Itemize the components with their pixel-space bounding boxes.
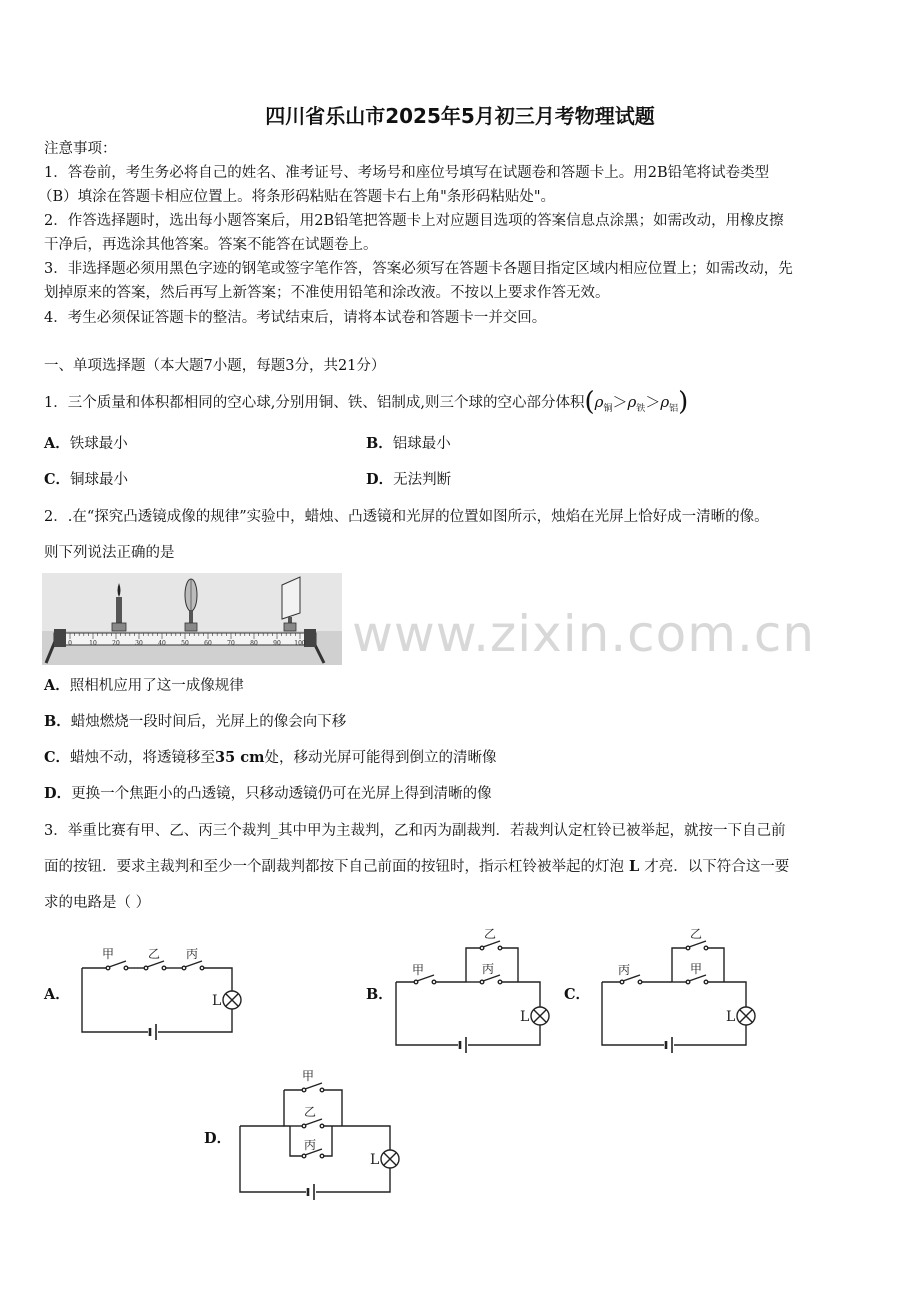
optical-bench-figure (42, 573, 342, 665)
q1-option-c[interactable]: C．铜球最小 (44, 471, 129, 488)
q3-stem-line3: 求的电路是（ ） (44, 895, 151, 911)
switch-jia (302, 1083, 324, 1092)
switch-jia (106, 961, 128, 970)
switch-label: 甲 (102, 947, 115, 961)
switch-label: 乙 (304, 1105, 317, 1119)
convex-lens (185, 579, 197, 631)
switch-label: 甲 (690, 962, 703, 976)
battery (150, 1024, 156, 1040)
q3-stem-line2: 面的按钮．要求主裁判和至少一个副裁判都按下自己前面的按钮时，指示杠铃被举起的灯泡 L 才亮．以下符合这一要 (44, 858, 790, 875)
ruler-label: 90 (273, 640, 281, 647)
switch-yi (480, 941, 502, 950)
switch-label: 乙 (484, 927, 497, 941)
q3-option-c-label[interactable]: C． (564, 986, 591, 1003)
switch-yi (302, 1119, 324, 1128)
ruler-label: 40 (158, 640, 166, 647)
circuit-d (236, 1066, 406, 1201)
ruler-label: 70 (227, 640, 235, 647)
ruler-label: 50 (181, 640, 189, 647)
notice-line: 划掉原来的答案，然后再写上新答案；不准使用铅笔和涂改液。不按以上要求作答无效。 (44, 285, 610, 301)
switch-label: 丙 (482, 962, 495, 976)
lamp-label: L (726, 1009, 736, 1025)
lamp (381, 1150, 399, 1168)
q1-option-a[interactable]: A．铁球最小 (44, 435, 128, 452)
section-heading: 一、单项选择题（本大题7小题，每题3分，共21分） (44, 358, 386, 374)
ruler-label: 30 (135, 640, 143, 647)
ruler-label: 0 (68, 640, 72, 647)
switch-jia (686, 975, 708, 984)
q3-stem-line1: 3．举重比赛有甲、乙、丙三个裁判_其中甲为主裁判，乙和丙为副裁判．若裁判认定杠铃已被举起，就按一下自己前 (44, 823, 786, 839)
q1-stem (44, 387, 689, 419)
switch-bing (480, 975, 502, 984)
q3-option-a-label[interactable]: A． (44, 986, 70, 1003)
notice-line: 2．作答选择题时，选出每小题答案后，用2B铅笔把答题卡上对应题目选项的答案信息点涂黑；如需改动，用橡皮擦 (44, 213, 784, 229)
page-title: 四川省乐山市2025年5月初三月考物理试题 (265, 104, 655, 128)
q2-option-b[interactable]: B．蜡烛燃烧一段时间后，光屏上的像会向下移 (44, 713, 347, 730)
ruler-label: 100 (294, 640, 306, 647)
lamp-label: L (520, 1009, 530, 1025)
circuit-c (598, 920, 763, 1055)
q2-option-c[interactable]: C．蜡烛不动，将透镜移至35 cm处，移动光屏可能得到倒立的清晰像 (44, 749, 497, 766)
ruler-label: 10 (89, 640, 97, 647)
q1-option-b[interactable]: B．铝球最小 (366, 435, 451, 452)
battery (460, 1037, 466, 1053)
ruler-label: 60 (204, 640, 212, 647)
switch-label: 甲 (302, 1069, 315, 1083)
notice-line: 4．考生必须保证答题卡的整洁。考试结束后，请将本试卷和答题卡一并交回。 (44, 310, 547, 326)
notice-line: 1．答卷前，考生务必将自己的姓名、准考证号、考场号和座位号填写在试题卷和答题卡上。用2B铅笔将试卷类型 (44, 165, 770, 181)
ruler-label: 80 (250, 640, 258, 647)
lamp (223, 991, 241, 1009)
notice-line: （B）填涂在答题卡相应位置上。将条形码粘贴在答题卡右上角"条形码粘贴处"。 (38, 189, 555, 205)
switch-yi (686, 941, 708, 950)
ruler-label: 20 (112, 640, 120, 647)
q2-stem: 则下列说法正确的是 (44, 545, 175, 561)
switch-yi (144, 961, 166, 970)
switch-label: 丙 (186, 947, 199, 961)
notice-heading: 注意事项： (44, 141, 117, 157)
q2-stem: 2．.在“探究凸透镜成像的规律”实验中，蜡烛、凸透镜和光屏的位置如图所示，烛焰在光屏上恰好成一清晰的像。 (44, 509, 769, 525)
switch-bing (182, 961, 204, 970)
switch-label: 甲 (412, 963, 425, 977)
lamp-label: L (212, 993, 222, 1009)
battery (666, 1037, 672, 1053)
battery (308, 1184, 314, 1200)
switch-label: 丙 (618, 963, 631, 977)
notice-line: 3．非选择题必须用黑色字迹的钢笔或签字笔作答，答案必须写在答题卡各题目指定区域内相应位置上；如需改动，先 (44, 261, 793, 277)
circuit-b (392, 920, 557, 1055)
switch-label: 乙 (148, 947, 161, 961)
lamp-label: L (370, 1152, 380, 1168)
watermark: www.zixin.com.cn (352, 605, 816, 663)
circuit-a (78, 940, 248, 1045)
notice-line: 干净后，再选涂其他答案。答案不能答在试题卷上。 (44, 237, 378, 253)
q2-option-a[interactable]: A．照相机应用了这一成像规律 (44, 677, 244, 694)
switch-label: 丙 (304, 1138, 317, 1152)
q1-density-formula: $(\rho_铜>\rho_铁>\rho_铝)$ (584, 387, 689, 417)
switch-label: 乙 (690, 927, 703, 941)
lamp (737, 1007, 755, 1025)
lamp (531, 1007, 549, 1025)
q1-option-d[interactable]: D．无法判断 (366, 471, 452, 488)
q1-stem-text: 1．三个质量和体积都相同的空心球,分别用铜、铁、铝制成,则三个球的空心部分体积 (44, 395, 585, 411)
q3-option-d-label[interactable]: D． (204, 1130, 232, 1147)
q3-option-b-label[interactable]: B． (366, 986, 393, 1003)
q2-option-d[interactable]: D．更换一个焦距小的凸透镜，只移动透镜仍可在光屏上得到清晰的像 (44, 785, 492, 802)
